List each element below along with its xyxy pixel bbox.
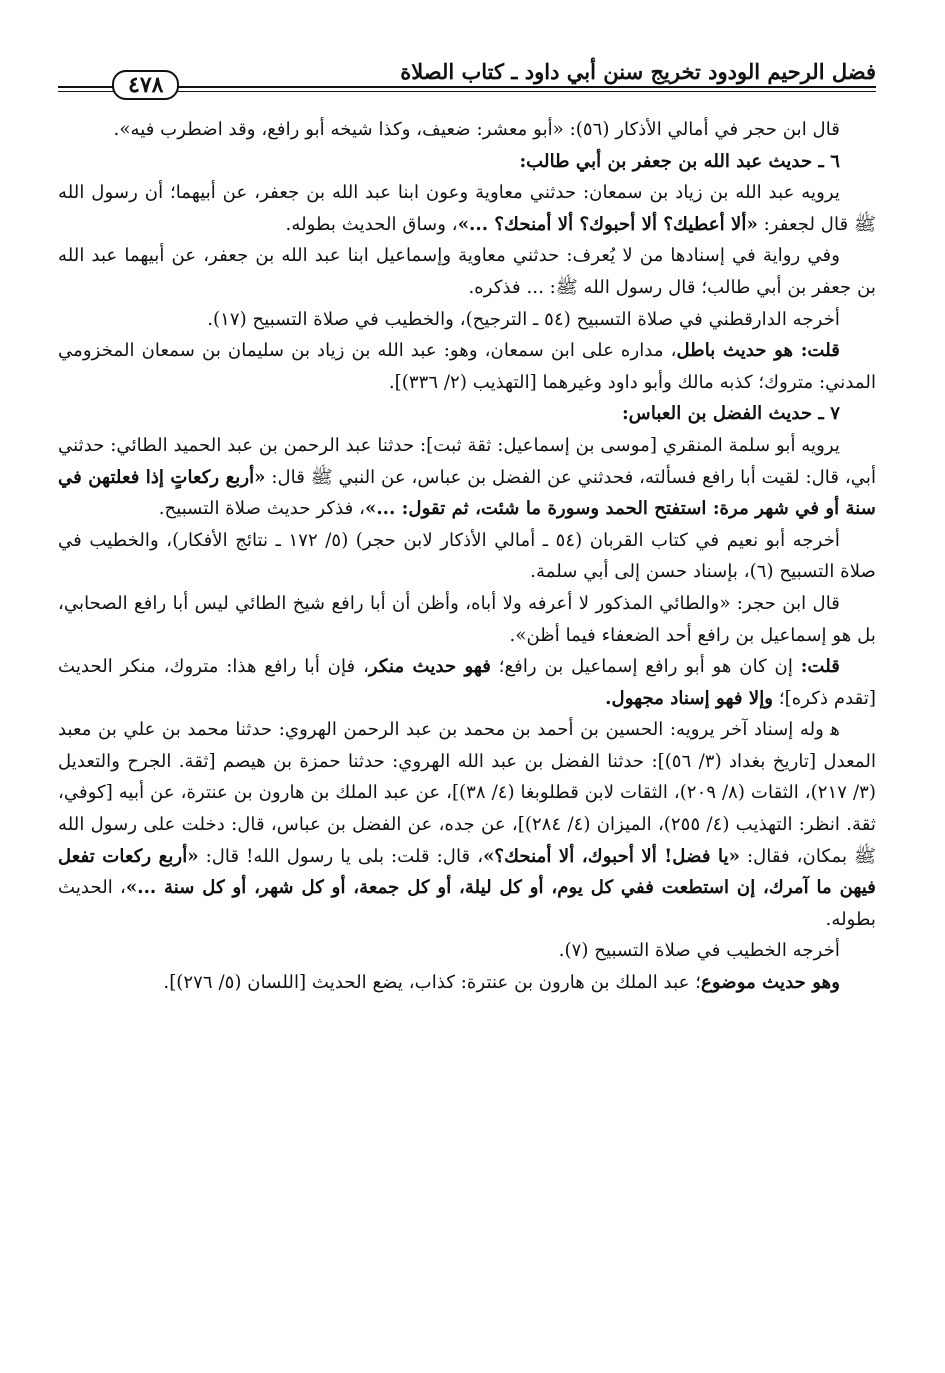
section-heading-6: ٦ ـ حديث عبد الله بن جعفر بن أبي طالب:	[519, 150, 840, 172]
paragraph	[58, 651, 876, 714]
paragraph-text: أخرجه أبو نعيم في كتاب القربان (٥٤ ـ أمالي الأذكار لابن حجر) (٥/ ١٧٢ ـ نتائج الأفكار)، والخطيب في صلاة التسبيح (٦)، بإسناد حسن إلى أبي سلمة.	[58, 529, 876, 583]
paragraph	[58, 240, 876, 303]
paragraph-text: وفي رواية في إسنادها من لا يُعرف: حدثني معاوية وإسماعيل ابنا عبد الله بن جعفر، عن أبيهما عبد الله بن جعفر بن أبي طالب؛ قال رسول الله ﷺ: ... فذكره.	[58, 245, 876, 298]
paragraph-text: إن كان هو أبو رافع إسماعيل بن رافع؛	[490, 656, 801, 678]
page-number: ٤٧٨	[112, 70, 179, 100]
paragraph-text: يرويه أبو سلمة المنقري [موسى بن إسماعيل: ثقة ثبت]: حدثنا عبد الرحمن بن عبد الحميد الطائي: حدثني أبي، قال: لقيت أبا رافع فسألته، فحدثني عن الفضل بن عباس، عن النبي ﷺ قال:	[58, 434, 876, 488]
paragraph	[58, 177, 876, 240]
paragraph-text: ، مداره على ابن سمعان، وهو: عبد الله بن زياد بن سليمان بن سمعان المخزومي المدني: متروك؛ كذبه مالك وأبو داود وغيرهما [التهذيب (٢/ ٣٣٦)].	[58, 340, 876, 393]
verdict-text: قلت: هو حديث باطل	[676, 340, 840, 362]
book-page	[58, 52, 876, 999]
paragraph	[58, 588, 876, 651]
running-title: فضل الرحيم الودود تخريج سنن أبي داود ـ كتاب الصلاة	[400, 59, 876, 84]
hadith-quote: «يا فضل! ألا أحبوك، ألا أمنحك؟»	[483, 845, 740, 867]
hadith-quote: «أربع ركعات تفعل فيهن ما آمرك، إن استطعت ففي كل يوم، أو كل ليلة، أو كل جمعة، أو كل شهر، أو كل سنة ...»	[58, 845, 876, 899]
hadith-quote: «أربع ركعاتٍ إذا فعلتهن في سنة أو في شهر مرة: استفتح الحمد وسورة ما شئت، ثم تقول: ...»	[58, 466, 876, 520]
paragraph	[58, 114, 876, 146]
paragraph-text: ، فإن أبا رافع هذا: متروك، منكر الحديث [تقدم ذكره]؛	[58, 656, 876, 709]
paragraph	[58, 967, 876, 999]
page-body	[58, 114, 876, 999]
paragraph-text: قال ابن حجر: «والطائي المذكور لا أعرفه ولا أباه، وأظن أن أبا رافع شيخ الطائي ليس أبا رافع الصحابي، بل هو إسماعيل بن رافع أحد الضعفاء فيما أظن».	[58, 592, 876, 646]
paragraph-text: ، فذكر حديث صلاة التسبيح.	[158, 498, 365, 520]
hadith-quote: «ألا أعطيك؟ ألا أحبوك؟ ألا أمنحك؟ ...»	[457, 213, 758, 235]
paragraph-text: ، قال: قلت: بلى يا رسول الله! قال:	[198, 845, 484, 867]
paragraph	[58, 714, 876, 935]
paragraph	[58, 935, 876, 967]
paragraph-text: أخرجه الخطيب في صلاة التسبيح (٧).	[558, 940, 840, 962]
paragraph	[58, 430, 876, 525]
verdict-label: قلت:	[800, 656, 840, 678]
paragraph-text: ، الحديث بطوله.	[58, 877, 876, 930]
paragraph-text: ؛ عبد الملك بن هارون بن عنترة: كذاب، يضع الحديث [اللسان (٥/ ٢٧٦)].	[163, 972, 702, 994]
page-header	[58, 52, 876, 98]
paragraph-text: ﻫ وله إسناد آخر يرويه: الحسين بن أحمد بن محمد بن عبد الرحمن الهروي: حدثنا محمد بن علي بن معبد المعدل [تاريخ بغداد (٣/ ٥٦)]: حدثنا الفضل بن عبد الله الهروي: حدثنا حمزة بن هيصم [ثقة. الجرح والتعديل (٣/ ٢١٧)، الثقات (٨/ ٢٠٩)، الثقات لابن قطلوبغا (٤/ ٣٨)]، عن عبد الملك بن هارون بن عنترة، عن أبيه [كوفي، ثقة. انظر: التهذيب (٤/ ٢٥٥)، الميزان (٤/ ٢٨٤)]، عن جده، عن الفضل بن عباس، قال: دخلت على رسول الله ﷺ بمكان، فقال:	[58, 719, 877, 867]
paragraph	[58, 335, 876, 398]
verdict-text: وهو حديث موضوع	[701, 972, 840, 994]
paragraph-text: أخرجه الدارقطني في صلاة التسبيح (٥٤ ـ الترجيح)، والخطيب في صلاة التسبيح (١٧).	[207, 308, 840, 330]
paragraph	[58, 525, 876, 588]
verdict-text: فهو حديث منكر	[368, 656, 491, 678]
paragraph-text: ، وساق الحديث بطوله.	[285, 213, 458, 235]
paragraph	[58, 304, 876, 336]
section-heading-7: ٧ ـ حديث الفضل بن العباس:	[621, 403, 840, 425]
header-rule	[58, 91, 876, 92]
verdict-text: وإلا فهو إسناد مجهول.	[605, 687, 774, 709]
paragraph-text: قال ابن حجر في أمالي الأذكار (٥٦): «أبو معشر: ضعيف، وكذا شيخه أبو رافع، وقد اضطرب فيه».	[113, 119, 840, 140]
paragraph-text: يرويه عبد الله بن زياد بن سمعان: حدثني معاوية وعون ابنا عبد الله بن جعفر، عن أبيهما؛ أن رسول الله ﷺ قال لجعفر:	[58, 182, 876, 235]
